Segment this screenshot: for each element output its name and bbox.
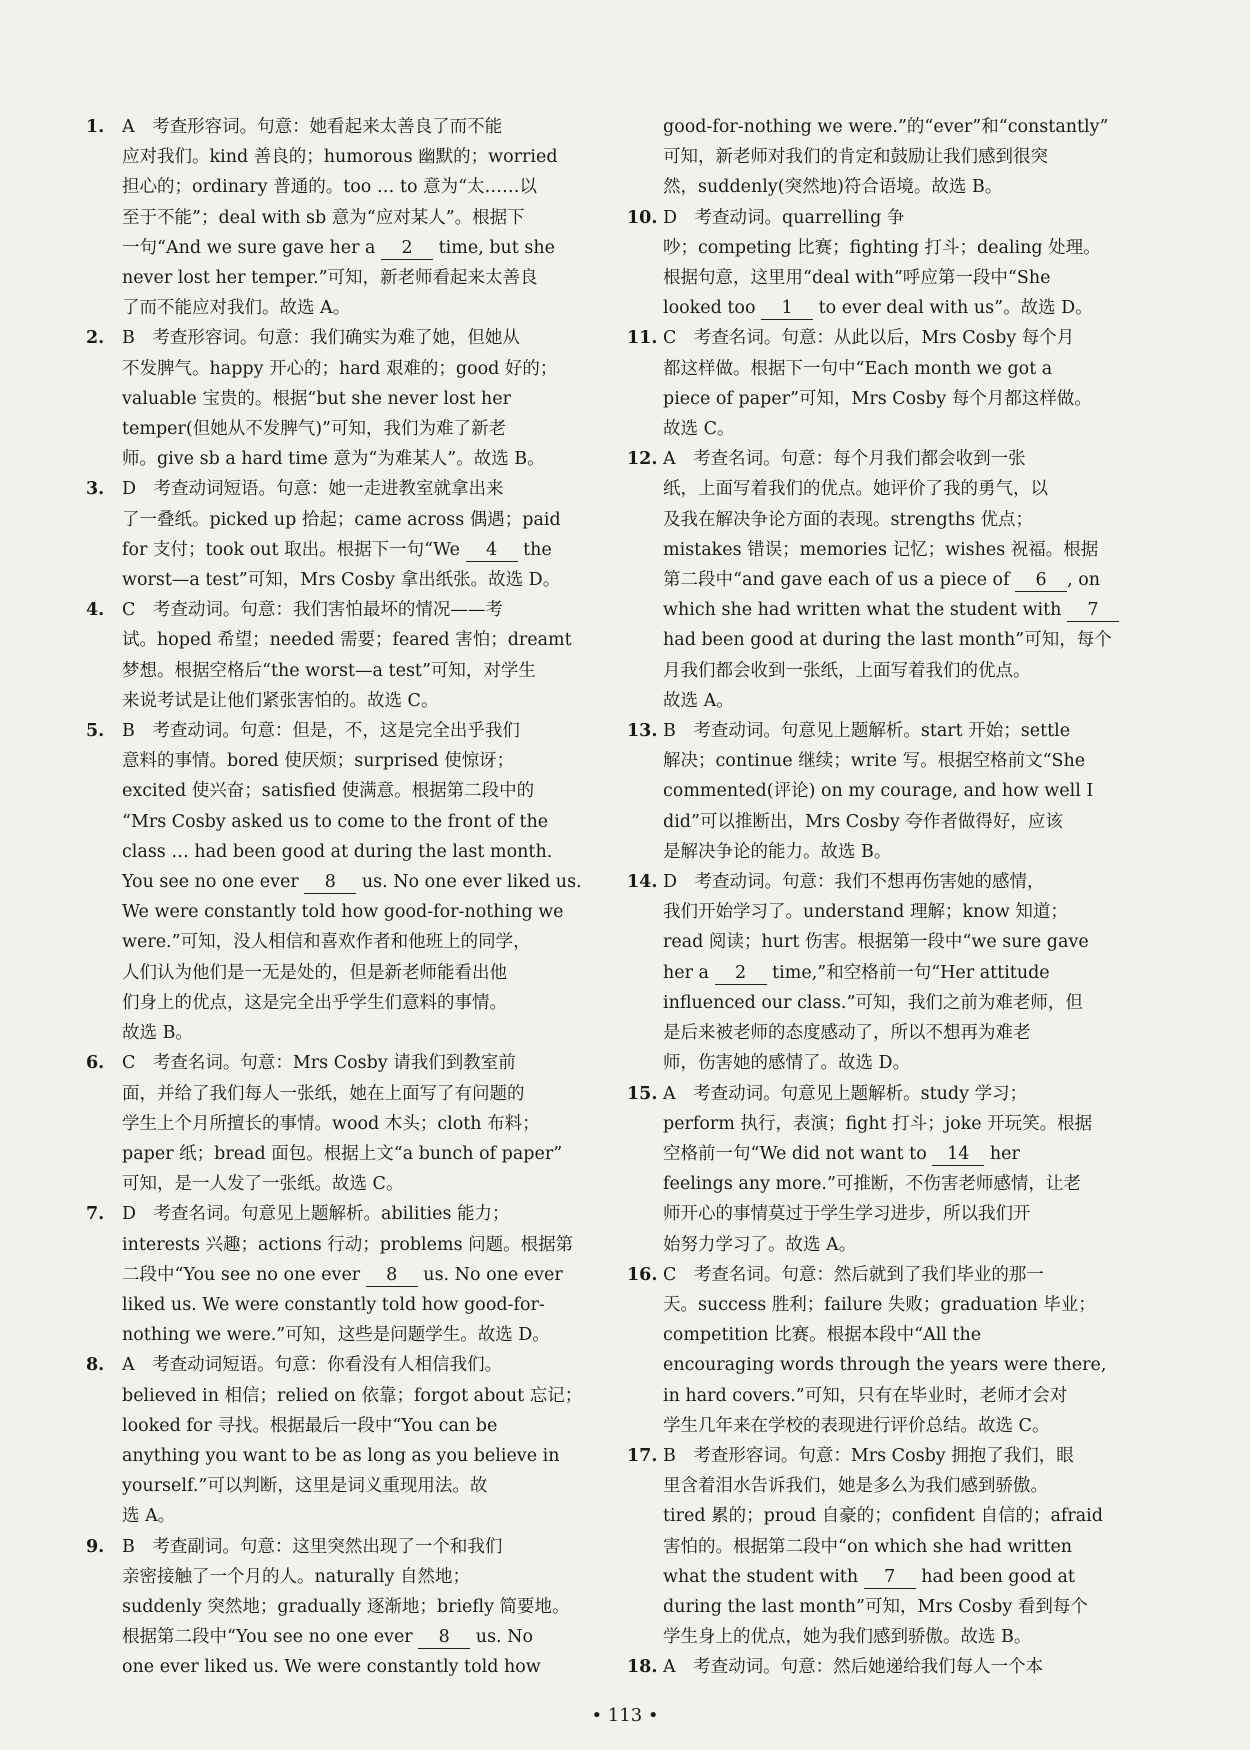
answer-line: 应对我们。kind 善良的；humorous 幽默的；worried <box>122 147 558 168</box>
answer-line: 害怕的。根据第二段中“on which she had written <box>663 1536 1073 1557</box>
answer-item <box>627 1441 1163 1652</box>
answer-line: for 支付；took out 取出。根据下一句“We 4 the <box>122 539 552 560</box>
answer-line: did”可以推断出，Mrs Cosby 夸作者做得好，应该 <box>663 811 1063 832</box>
answer-line: mistakes 错误；memories 记忆；wishes 祝福。根据 <box>663 539 1099 560</box>
answer-item <box>86 112 622 323</box>
answer-line: 学生身上的优点，她为我们感到骄傲。故选 B。 <box>663 1627 1032 1648</box>
answer-line: You see no one ever 8 us. No one ever liked us. <box>122 872 582 893</box>
question-number: 9. <box>86 1536 105 1557</box>
answer-blank: 7 <box>1067 599 1119 622</box>
answer-item <box>663 112 1163 203</box>
answer-item <box>86 323 622 474</box>
question-number: 7. <box>86 1204 105 1225</box>
answer-line: read 阅读；hurt 伤害。根据第一段中“we sure gave <box>663 932 1089 953</box>
answer-line: 2. B 考查形容词。句意：我们确实为难了她，但她从 <box>122 323 622 353</box>
answer-line: 一句“And we sure gave her a 2 time, but she <box>122 237 556 258</box>
answer-line: 15. A 考查动词。句意见上题解析。study 学习； <box>663 1079 1163 1109</box>
answer-line: 月我们都会收到一张纸，上面写着我们的优点。 <box>663 660 1031 681</box>
answer-line: 16. C 考查名词。句意：然后就到了我们毕业的那一 <box>663 1260 1163 1290</box>
answer-line: 1. A 考查形容词。句意：她看起来太善良了而不能 <box>122 112 622 142</box>
answer-item <box>627 1260 1163 1441</box>
answer-line: perform 执行，表演；fight 打斗；joke 开玩笑。根据 <box>663 1113 1093 1134</box>
answer-blank: 2 <box>381 237 433 260</box>
answer-line: excited 使兴奋；satisfied 使满意。根据第二段中的 <box>122 781 535 802</box>
answer-blank: 4 <box>466 539 518 562</box>
answer-item <box>627 323 1163 444</box>
answer-line: 师。give sb a hard time 意为“为难某人”。故选 B。 <box>122 449 545 470</box>
answer-item <box>86 474 622 595</box>
answer-blank: 2 <box>715 962 767 985</box>
answer-line: 空格前一句“We did not want to 14 her <box>663 1143 1020 1164</box>
answer-line: 二段中“You see no one ever 8 us. No one ever <box>122 1264 563 1285</box>
answer-line: 了而不能应对我们。故选 A。 <box>122 298 351 319</box>
answer-line: good-for-nothing we were.”的“ever”和“constantly” <box>663 117 1109 137</box>
answer-line: 解决；continue 继续；write 写。根据空格前文“She <box>663 751 1086 772</box>
answer-line: 选 A。 <box>122 1506 176 1527</box>
answer-line: 担心的；ordinary 普通的。too … to 意为“太……以 <box>122 177 538 198</box>
answer-line: suddenly 突然地；gradually 逐渐地；briefly 简要地。 <box>122 1596 570 1617</box>
answer-item <box>627 444 1163 716</box>
answer-line: 面，并给了我们每人一张纸，她在上面写了有问题的 <box>122 1083 525 1104</box>
answer-line: class … had been good at during the last month. <box>122 841 553 862</box>
answer-blank: 14 <box>932 1143 984 1166</box>
question-number: 18. <box>627 1657 658 1678</box>
answer-item <box>627 1079 1163 1260</box>
answer-line: 都这样做。根据下一句中“Each month we got a <box>663 358 1053 379</box>
answer-blank: 7 <box>864 1566 916 1589</box>
answer-line: had been good at during the last month”可知，每个 <box>663 630 1112 651</box>
question-number: 10. <box>627 207 658 228</box>
answer-line: 6. C 考查名词。句意：Mrs Cosby 请我们到教室前 <box>122 1048 622 1078</box>
answer-line: feelings any more.”可推断，不伤害老师感情，让老 <box>663 1174 1081 1195</box>
answer-item <box>86 595 622 716</box>
answer-item <box>86 1350 622 1531</box>
answer-line: We were constantly told how good-for-nothing we <box>122 902 564 923</box>
answer-line: were.”可知，没人相信和喜欢作者和他班上的同学， <box>122 932 531 953</box>
answer-item <box>86 1048 622 1199</box>
answer-line: 根据第二段中“You see no one ever 8 us. No <box>122 1627 534 1648</box>
question-number: 12. <box>627 449 658 470</box>
answer-line: 根据句意，这里用“deal with”呼应第一段中“She <box>663 268 1051 289</box>
answer-line: piece of paper”可知，Mrs Cosby 每个月都这样做。 <box>663 388 1092 409</box>
answer-line: 3. D 考查动词短语。句意：她一走进教室就拿出来 <box>122 474 622 504</box>
answer-line: valuable 宝贵的。根据“but she never lost her <box>122 388 512 409</box>
question-number: 5. <box>86 721 105 742</box>
question-number: 15. <box>627 1083 658 1104</box>
question-number: 14. <box>627 872 658 893</box>
answer-line: 5. B 考查动词。句意：但是，不，这是完全出乎我们 <box>122 716 622 746</box>
answer-line: worst—a test”可知，Mrs Cosby 拿出纸张。故选 D。 <box>122 570 561 591</box>
answer-line: 师开心的事情莫过于学生学习进步，所以我们开 <box>663 1204 1031 1225</box>
answer-line: 故选 B。 <box>122 1023 193 1044</box>
answer-line: looked for 寻找。根据最后一段中“You can be <box>122 1415 498 1436</box>
question-number: 4. <box>86 600 105 621</box>
answer-line: yourself.”可以判断，这里是词义重现用法。故 <box>122 1476 488 1497</box>
question-number: 8. <box>86 1355 105 1376</box>
answer-line: 梦想。根据空格后“the worst—a test”可知，对学生 <box>122 660 536 681</box>
answer-line: 可知，新老师对我们的肯定和鼓励让我们感到很突 <box>663 147 1048 168</box>
answer-line: 至于不能”；deal with sb 意为“应对某人”。根据下 <box>122 207 525 228</box>
answer-line: 不发脾气。happy 开心的；hard 艰难的；good 好的； <box>122 358 558 379</box>
answer-item <box>627 867 1163 1078</box>
answer-line: believed in 相信；relied on 依靠；forgot about 忘记； <box>122 1385 583 1406</box>
answer-blank: 6 <box>1015 569 1067 592</box>
answer-line: 学生上个月所擅长的事情。wood 木头；cloth 布料； <box>122 1113 540 1134</box>
answer-line: 是解决争论的能力。故选 B。 <box>663 841 892 862</box>
answer-line: 14. D 考查动词。句意：我们不想再伤害她的感情， <box>663 867 1163 897</box>
question-number: 6. <box>86 1053 105 1074</box>
question-number: 1. <box>86 117 105 137</box>
answer-line: in hard covers.”可知，只有在毕业时，老师才会对 <box>663 1385 1068 1406</box>
answer-line: 10. D 考查动词。quarrelling 争 <box>663 203 1163 233</box>
answer-line: during the last month”可知，Mrs Cosby 看到每个 <box>663 1596 1088 1617</box>
answer-line: 及我在解决争论方面的表现。strengths 优点； <box>663 509 1034 530</box>
question-number: 16. <box>627 1264 658 1285</box>
answer-line: what the student with 7 had been good at <box>663 1566 1075 1587</box>
answer-line: 天。success 胜利；failure 失败；graduation 毕业； <box>663 1294 1096 1315</box>
answer-line: 纸，上面写着我们的优点。她评价了我的勇气，以 <box>663 479 1048 500</box>
answer-line: liked us. We were constantly told how good-for- <box>122 1294 545 1315</box>
answer-item <box>627 716 1163 867</box>
answer-line: looked too 1 to ever deal with us”。故选 D。 <box>663 298 1093 319</box>
right-column <box>627 112 1163 1683</box>
answer-line: temper(但她从不发脾气)”可知，我们为难了新老 <box>122 419 507 440</box>
answer-line: 11. C 考查名词。句意：从此以后，Mrs Cosby 每个月 <box>663 323 1163 353</box>
answer-line: 9. B 考查副词。句意：这里突然出现了一个和我们 <box>122 1532 622 1562</box>
answer-line: 可知，是一人发了一张纸。故选 C。 <box>122 1174 404 1195</box>
answer-line: 亲密接触了一个月的人。naturally 自然地； <box>122 1566 470 1587</box>
question-number: 3. <box>86 479 105 500</box>
answer-item <box>86 1532 622 1683</box>
answer-line: 吵；competing 比赛；fighting 打斗；dealing 处理。 <box>663 237 1101 258</box>
answer-line: 18. A 考查动词。句意：然后她递给我们每人一个本 <box>663 1652 1163 1682</box>
answer-line: 8. A 考查动词短语。句意：你看没有人相信我们。 <box>122 1350 622 1380</box>
answer-line: 是后来被老师的态度感动了，所以不想再为难老 <box>663 1023 1031 1044</box>
answer-line: her a 2 time,”和空格前一句“Her attitude <box>663 962 1050 983</box>
answer-line: 人们认为他们是一无是处的，但是新老师能看出他 <box>122 962 507 983</box>
answer-line: 7. D 考查名词。句意见上题解析。abilities 能力； <box>122 1199 622 1229</box>
answer-line: interests 兴趣；actions 行动；problems 问题。根据第 <box>122 1234 574 1255</box>
answer-line: anything you want to be as long as you believe in <box>122 1445 560 1466</box>
answer-line: 然，suddenly(突然地)符合语境。故选 B。 <box>663 177 1003 198</box>
answer-line: 第二段中“and gave each of us a piece of 6 , on <box>663 570 1101 591</box>
answer-line: 4. C 考查动词。句意：我们害怕最坏的情况——考 <box>122 595 622 625</box>
answer-line: 学生几年来在学校的表现进行评价总结。故选 C。 <box>663 1415 1050 1436</box>
answer-line: 12. A 考查名词。句意：每个月我们都会收到一张 <box>663 444 1163 474</box>
answer-line: 故选 C。 <box>663 419 735 440</box>
answer-item <box>627 1652 1163 1682</box>
answer-line: 故选 A。 <box>663 690 734 711</box>
answer-item <box>86 1199 622 1350</box>
answer-line: 们身上的优点，这是完全出乎学生们意料的事情。 <box>122 992 507 1013</box>
answer-line: tired 累的；proud 自豪的；confident 自信的；afraid <box>663 1506 1103 1527</box>
answer-line: 17. B 考查形容词。句意：Mrs Cosby 拥抱了我们，眼 <box>663 1441 1163 1471</box>
answer-line: 意料的事情。bored 使厌烦；surprised 使惊讶； <box>122 751 515 772</box>
answer-item <box>627 203 1163 324</box>
page-number: • 113 • <box>591 1705 659 1726</box>
answer-line: 了一叠纸。picked up 拾起；came across 偶遇；paid <box>122 509 561 530</box>
answer-line: 师，伤害她的感情了。故选 D。 <box>663 1053 911 1074</box>
question-number: 2. <box>86 328 105 349</box>
answer-line: never lost her temper.”可知，新老师看起来太善良 <box>122 268 538 289</box>
answer-blank: 8 <box>304 871 356 894</box>
question-number: 17. <box>627 1445 658 1466</box>
answer-line: paper 纸；bread 面包。根据上文“a bunch of paper” <box>122 1143 563 1164</box>
answer-blank: 1 <box>761 297 813 320</box>
answer-line: encouraging words through the years were there, <box>663 1355 1107 1376</box>
answer-line: commented(评论) on my courage, and how well I <box>663 781 1094 802</box>
answer-line: 13. B 考查动词。句意见上题解析。start 开始；settle <box>663 716 1163 746</box>
question-number: 13. <box>627 721 658 742</box>
answer-line: “Mrs Cosby asked us to come to the front of the <box>122 811 549 832</box>
answer-line: nothing we were.”可知，这些是问题学生。故选 D。 <box>122 1325 550 1346</box>
answer-line: 里含着泪水告诉我们，她是多么为我们感到骄傲。 <box>663 1476 1048 1497</box>
answer-line: 试。hoped 希望；needed 需要；feared 害怕；dreamt <box>122 630 572 651</box>
answer-line: 始努力学习了。故选 A。 <box>663 1234 857 1255</box>
answer-blank: 8 <box>366 1264 418 1287</box>
answer-item <box>86 716 622 1048</box>
answer-line: 来说考试是让他们紧张害怕的。故选 C。 <box>122 690 439 711</box>
answer-line: influenced our class.”可知，我们之前为难老师，但 <box>663 992 1083 1013</box>
answer-blank: 8 <box>418 1626 470 1649</box>
left-column <box>86 112 622 1683</box>
answer-line: 我们开始学习了。understand 理解；know 知道； <box>663 902 1068 923</box>
answer-line: competition 比赛。根据本段中“All the <box>663 1325 982 1346</box>
answer-line: one ever liked us. We were constantly told how <box>122 1657 541 1678</box>
question-number: 11. <box>627 328 658 349</box>
answer-line: which she had written what the student with 7 <box>663 595 1163 625</box>
